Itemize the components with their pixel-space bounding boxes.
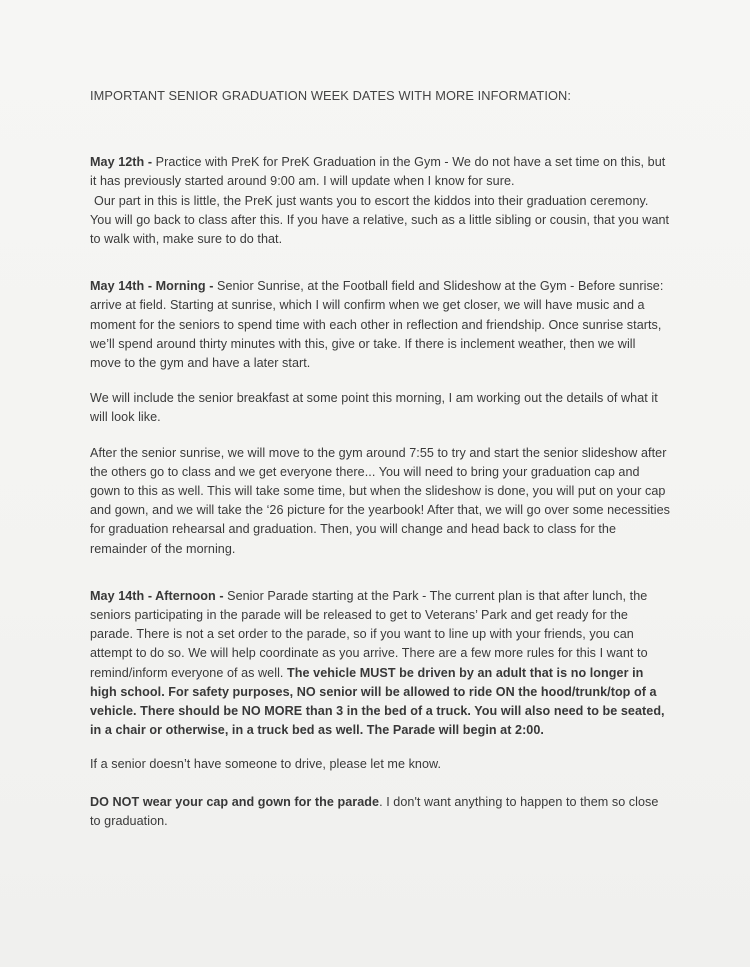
may-12-heading: May 12th - [90, 155, 156, 170]
parade-rules-bold: The vehicle MUST be driven by an adult that is no longer in high school. For safety purposes, NO senior will be allowed to ride ON the hood/trunk/top of a vehicle. There should be NO MORE than 3 in the bed of a truck. You will also need to be seated, in a chair or otherwise, in a truck bed as well. The Parade will begin at 2:00. [90, 665, 665, 738]
slideshow-paragraph: After the senior sunrise, we will move to the gym around 7:55 to try and start the senior slideshow after the others go to class and we get everyone there... You will need to bring your graduation cap and gown to this as well. This will take some time, but when the slideshow is done, you will put on your cap and gown, and we will take the ‘26 picture for the yearbook! After that, we will go over some necessities for graduation rehearsal and graduation. Then, you will change and head back to class for the remainder of the morning. [90, 445, 670, 556]
may-14-morning-text: Senior Sunrise, at the Football field and Slideshow at the Gym - Before sunrise: arrive at field. Starting at sunrise, which I will confirm when we get closer, we will have music and a moment for the seniors to spend time with each other in reflection and friendship. Once sunrise starts, we’ll spend around thirty minutes with this, give or take. If there is inclement weather, then we will move to the gym and have a later start. [90, 279, 664, 371]
section-may-12 [90, 153, 670, 249]
may-12-paragraph [90, 153, 670, 249]
may-14-afternoon-text: Senior Parade starting at the Park - The current plan is that after lunch, the seniors participating in the parade will be released to get to Veterans’ Park and get ready for the parade. There is not a set order to the parade, so if you want to line up with your friends, you can attempt to do so. We will help coordinate as you arrive. There are a few more rules for this I want to remind/inform everyone of as well. [90, 588, 648, 680]
may-14-afternoon-paragraph [90, 587, 670, 741]
may-14-morning-paragraph [90, 277, 670, 373]
cap-gown-warning-text: . I don't want anything to happen to them so close to graduation. [90, 794, 659, 828]
document-title: IMPORTANT SENIOR GRADUATION WEEK DATES WITH MORE INFORMATION: [90, 88, 572, 103]
may-14-morning-heading: May 14th - Morning - [90, 279, 217, 294]
cap-gown-note-paragraph [90, 793, 670, 831]
driver-note-paragraph: If a senior doesn’t have someone to drive, please let me know. [90, 757, 442, 772]
may-14-afternoon-heading: May 14th - Afternoon - [90, 588, 228, 603]
document-body [90, 86, 670, 831]
section-may-14-morning [90, 277, 670, 559]
cap-gown-warning-bold: DO NOT wear your cap and gown for the parade [90, 794, 380, 809]
may-12-text-2: Our part in this is little, the PreK just wants you to escort the kiddos into their graduation ceremony. You will go back to class after this. If you have a relative, such as a little sibling or cousin, that you want to walk with, make sure to do that. [90, 193, 670, 247]
senior-breakfast-paragraph: We will include the senior breakfast at some point this morning, I am working out the details of what it will look like. [90, 391, 658, 425]
may-12-text: Practice with PreK for PreK Graduation in the Gym - We do not have a set time on this, but it has previously started around 9:00 am. I will update when I know for sure. [90, 155, 666, 189]
section-may-14-afternoon [90, 587, 670, 831]
